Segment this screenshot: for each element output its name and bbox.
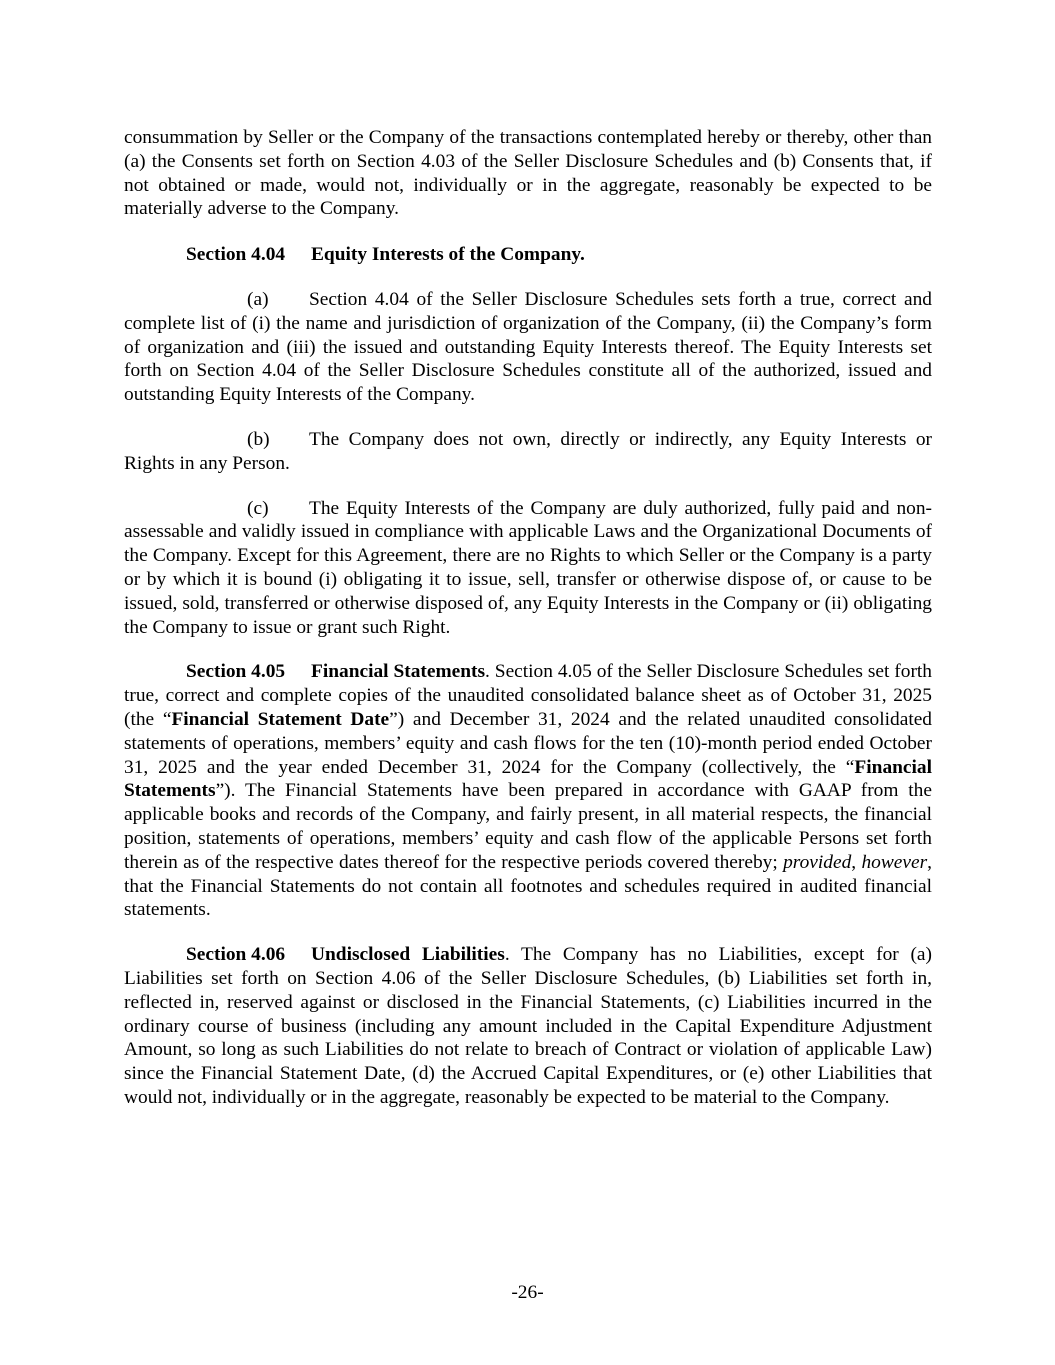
section-title: Financial Statements <box>311 661 486 683</box>
italic-however: however <box>861 851 928 873</box>
document-page <box>124 126 932 1110</box>
section-4-04-a <box>124 288 932 407</box>
defined-term-financial-statement-date: Financial Statement Date <box>171 708 390 730</box>
section-4-04-heading <box>124 243 932 267</box>
section-text: . The Company has no Liabilities, except for (a) Liabilities set forth on Section 4.06 of the Seller Disclosure Schedules, (b) Liabilities set forth in, reflected in, reserved against or disclosed in the Financial Statements, (c) Liabilities incurred in the ordinary course of business (including any amount included in the Capital Expenditure Adjustment Amount, so long as such Liabilities do not relate to breach of Contract or violation of applicable Law) since the Financial Statement Date, (d) the Accrued Capital Expenditures, or (e) other Liabilities that would not, individually or in the aggregate, reasonably be expected to be material to the Company. <box>124 944 932 1108</box>
continuation-paragraph: consummation by Seller or the Company of the transactions contemplated hereby or thereby, other than (a) the Consents set forth on Section 4.03 of the Seller Disclosure Schedules and (b) Consents that, if not obtained or made, would not, individually or in the aggregate, reasonably be expected to be materially adverse to the Company. <box>124 127 932 220</box>
clause-text: The Company does not own, directly or indirectly, any Equity Interests or Rights in any Person. <box>124 428 932 474</box>
clause-text: Section 4.04 of the Seller Disclosure Schedules sets forth a true, correct and complete list of (i) the name and jurisdiction of organization of the Company, (ii) the Company’s form of organization and (iii) the issued and outstanding Equity Interests thereof. The Equity Interests set forth on Section 4.04 of the Seller Disclosure Schedules constitute all of the authorized, issued and outstanding Equity Interests of the Company. <box>124 288 932 406</box>
clause-label: (b) <box>247 428 270 450</box>
section-number: Section 4.05 <box>186 661 286 683</box>
section-4-06-paragraph <box>124 943 932 1110</box>
page-number: -26- <box>511 1282 544 1303</box>
section-text-3: ”). The Financial Statements have been prepared in accordance with GAAP from the applicable books and records of the Company, and fairly present, in all material respects, the financial position, statements of operations, members’ equity and cash flow of the applicable Persons set forth therein as of the respective dates thereof for the respective periods covered thereby; <box>124 780 932 873</box>
defined-term-financial-statements: Financial Statements <box>124 756 932 802</box>
section-4-04-b <box>124 428 932 476</box>
section-number: Section 4.04 <box>186 244 286 266</box>
clause-label: (a) <box>247 288 269 310</box>
clause-label: (c) <box>247 497 269 519</box>
section-text-2: ”) and December 31, 2024 and the related unaudited consolidated statements of operations, members’ equity and cash flows for the ten (10)-month period ended October 31, 2025 and the year ended December 31, 2024 for the Company (collectively, the “ <box>124 708 933 778</box>
section-title: Undisclosed Liabilities <box>311 944 505 966</box>
clause-text: The Equity Interests of the Company are duly authorized, fully paid and non-assessable and validly issued in compliance with applicable Laws and the Organizational Documents of the Company. Except for this Agreement, there are no Rights to which Seller or the Company is a party or by which it is bound (i) obligating it to issue, sell, transfer or otherwise dispose of, or cause to be issued, sold, transferred or otherwise disposed of, any Equity Interests in the Company or (ii) obligating the Company to issue or grant such Right. <box>124 497 932 638</box>
section-text-1: . Section 4.05 of the Seller Disclosure Schedules set forth true, correct and complete copies of the unaudited consolidated balance sheet as of October 31, 2025 (the “ <box>124 661 932 730</box>
section-4-05-paragraph <box>124 660 932 922</box>
section-number: Section 4.06 <box>186 944 286 966</box>
section-title: Equity Interests of the Company. <box>311 244 585 266</box>
section-text-4: , that the Financial Statements do not contain all footnotes and schedules required in audited financial statements. <box>124 851 932 921</box>
comma: , <box>851 851 862 873</box>
section-4-04-c <box>124 497 932 640</box>
italic-provided: provided <box>783 851 852 873</box>
